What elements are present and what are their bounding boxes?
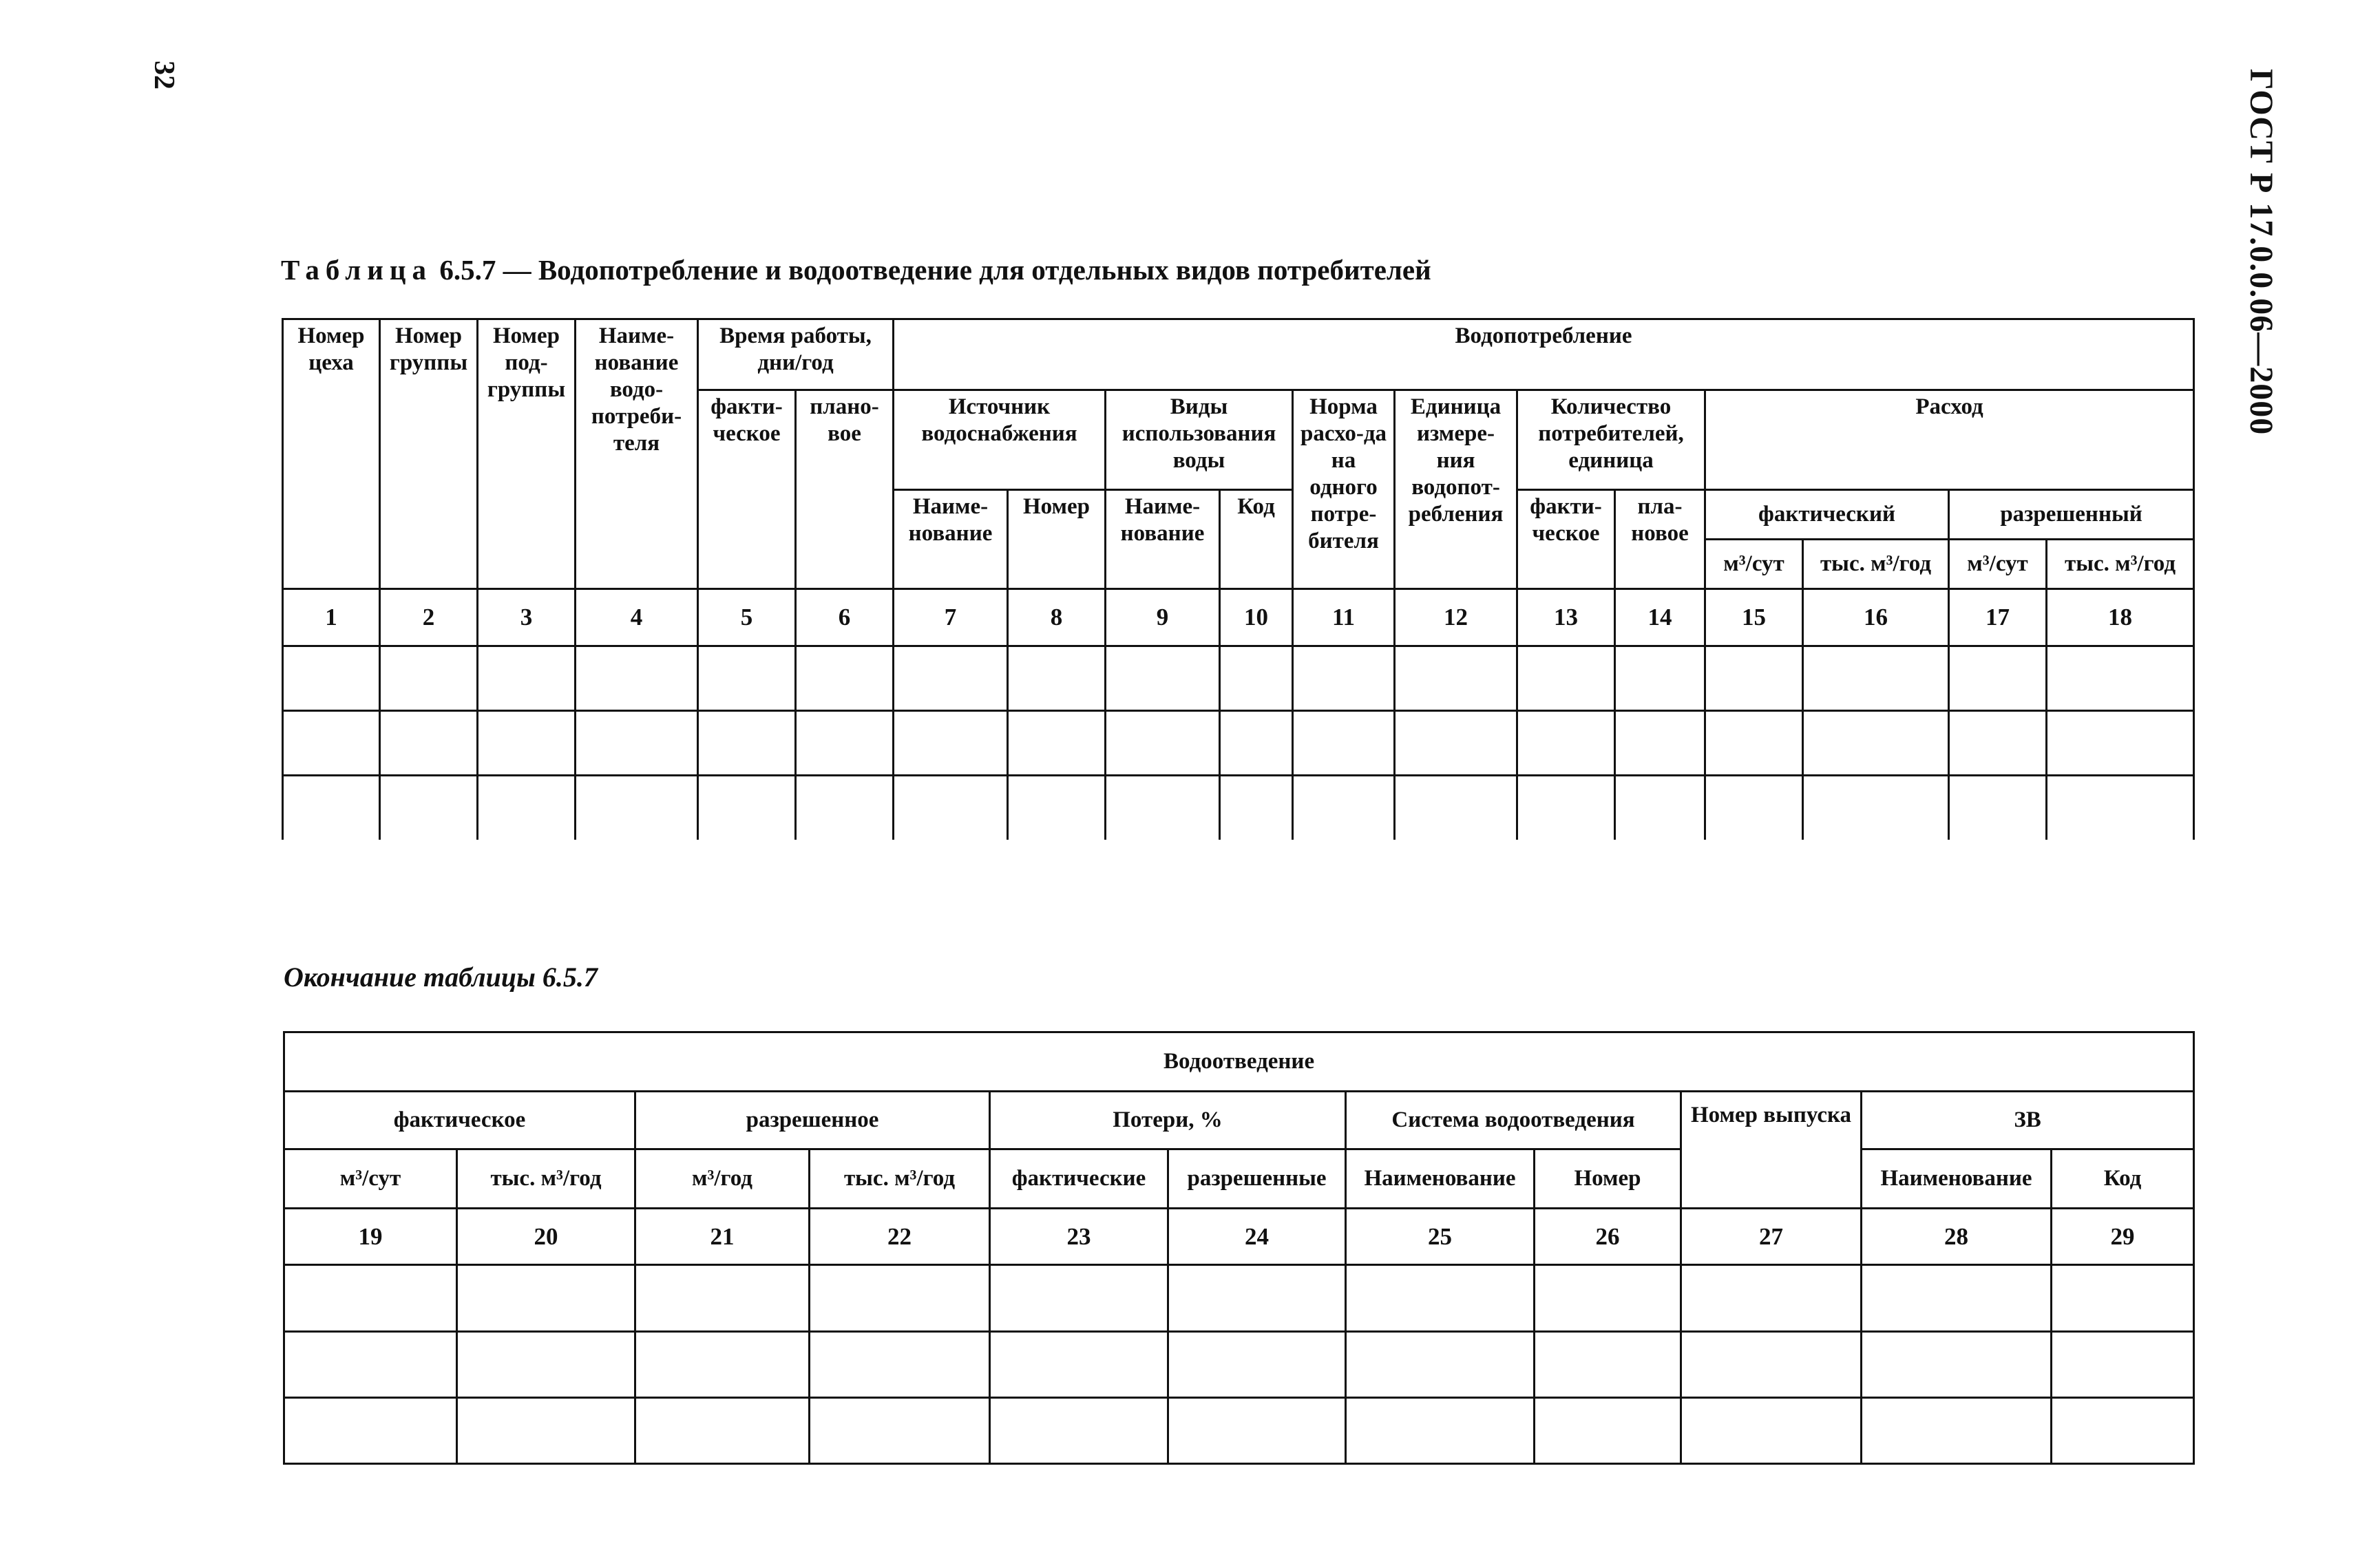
table-cell	[2052, 1265, 2194, 1332]
header-unit: Единица измере-ния водопот-ребления	[1395, 390, 1517, 589]
header-source-name: Наиме-нование	[894, 490, 1008, 589]
table-cell	[1008, 711, 1106, 776]
water-discharge-table	[283, 1031, 2195, 1465]
column-number: 26	[1535, 1209, 1681, 1265]
table-cell	[796, 776, 894, 840]
table-row	[284, 1265, 2194, 1332]
column-number: 14	[1615, 589, 1705, 646]
column-number: 18	[2047, 589, 2194, 646]
table-row	[283, 776, 2194, 840]
table-cell	[284, 1398, 457, 1464]
column-number: 15	[1705, 589, 1803, 646]
table-cell	[810, 1332, 990, 1398]
table-row	[284, 1332, 2194, 1398]
header-m3-day-actual: м³/сут	[1705, 540, 1803, 589]
table-cell	[478, 646, 576, 711]
header-m3-day: м³/сут	[284, 1149, 457, 1209]
table-cell	[796, 711, 894, 776]
table-cell	[457, 1332, 635, 1398]
table-cell	[1395, 646, 1517, 711]
table-cell	[1346, 1398, 1535, 1464]
table-cell	[283, 776, 380, 840]
table-cell	[1293, 776, 1395, 840]
header-norm: Норма расхо-да на одного потре-бителя	[1293, 390, 1395, 589]
column-number-row	[283, 589, 2194, 646]
table-cell	[1681, 1398, 1862, 1464]
table-cell	[1615, 711, 1705, 776]
table-cell	[380, 646, 478, 711]
table-cell	[1293, 646, 1395, 711]
header-source-no: Номер	[1008, 490, 1106, 589]
column-number: 29	[2052, 1209, 2194, 1265]
table-cell	[1517, 646, 1615, 711]
table-cell	[284, 1332, 457, 1398]
table-cell	[1220, 646, 1293, 711]
table-cell	[698, 711, 796, 776]
column-number-row	[284, 1209, 2194, 1265]
table-caption-text: 6.5.7 — Водопотребление и водоотведение для отдельных видов потребителей	[439, 254, 1431, 286]
column-number: 16	[1803, 589, 1949, 646]
column-number: 11	[1293, 589, 1395, 646]
table-cell	[1615, 776, 1705, 840]
table-cell	[1615, 646, 1705, 711]
table-cell	[1008, 646, 1106, 711]
table-cell	[284, 1265, 457, 1332]
table-cell	[1949, 711, 2047, 776]
header-zv-name: Наименование	[1862, 1149, 2052, 1209]
header-discharge-system: Система водоотведения	[1346, 1092, 1681, 1149]
column-number: 21	[635, 1209, 810, 1265]
column-number: 4	[576, 589, 698, 646]
header-m3-day-permitted: м³/сут	[1949, 540, 2047, 589]
table-cell	[1220, 776, 1293, 840]
table-cell	[894, 646, 1008, 711]
table-cell	[1862, 1332, 2052, 1398]
table-cell	[1803, 711, 1949, 776]
end-header-row-1	[284, 1032, 2194, 1092]
table-cell	[810, 1265, 990, 1332]
table-cell	[635, 1332, 810, 1398]
column-number: 27	[1681, 1209, 1862, 1265]
table-cell	[1949, 776, 2047, 840]
table-cell	[1395, 776, 1517, 840]
header-source: Источник водоснабжения	[894, 390, 1106, 490]
column-number: 6	[796, 589, 894, 646]
table-caption	[281, 253, 1431, 286]
table-cell	[1803, 646, 1949, 711]
table-cell	[635, 1265, 810, 1332]
table-cell	[576, 776, 698, 840]
header-group-no: Номер группы	[380, 319, 478, 589]
table-cell	[1517, 776, 1615, 840]
column-number: 3	[478, 589, 576, 646]
column-number: 20	[457, 1209, 635, 1265]
table-cell	[894, 776, 1008, 840]
header-flow: Расход	[1705, 390, 2194, 490]
table-cell	[810, 1398, 990, 1464]
header-losses: Потери, %	[990, 1092, 1346, 1149]
header-discharge-permitted: разрешенное	[635, 1092, 990, 1149]
table-cell	[2047, 776, 2194, 840]
table-cell	[1220, 711, 1293, 776]
table-cell	[1681, 1265, 1862, 1332]
table-cell	[576, 646, 698, 711]
table-cell	[1346, 1265, 1535, 1332]
column-number: 9	[1106, 589, 1220, 646]
column-number: 24	[1168, 1209, 1346, 1265]
header-use-types: Виды использования воды	[1106, 390, 1293, 490]
table-cell	[283, 711, 380, 776]
table-cell	[796, 646, 894, 711]
header-losses-permitted: разрешенные	[1168, 1149, 1346, 1209]
table-cell	[990, 1332, 1168, 1398]
header-system-no: Номер	[1535, 1149, 1681, 1209]
table-cell	[2047, 711, 2194, 776]
header-system-name: Наименование	[1346, 1149, 1535, 1209]
table-cell	[1346, 1332, 1535, 1398]
table-cell	[1106, 646, 1220, 711]
table-cell	[380, 776, 478, 840]
header-th-m3-year-actual: тыс. м³/год	[457, 1149, 635, 1209]
table-row	[284, 1398, 2194, 1464]
header-outlet-no: Номер выпуска	[1681, 1092, 1862, 1209]
table-cell	[1168, 1265, 1346, 1332]
header-consumption: Водопотребление	[894, 319, 2194, 390]
header-qty-planned: пла-новое	[1615, 490, 1705, 589]
header-losses-actual: фактические	[990, 1149, 1168, 1209]
header-th-m3-year-permitted: тыс. м³/год	[2047, 540, 2194, 589]
table-cell	[1862, 1398, 2052, 1464]
table-cell	[2052, 1398, 2194, 1464]
table-cell	[478, 776, 576, 840]
table-cell	[1517, 711, 1615, 776]
table-cell	[2047, 646, 2194, 711]
header-flow-actual: фактический	[1705, 490, 1949, 540]
table-cell	[2052, 1332, 2194, 1398]
table-cell	[698, 646, 796, 711]
column-number: 2	[380, 589, 478, 646]
header-m3-year: м³/год	[635, 1149, 810, 1209]
table-cell	[457, 1265, 635, 1332]
page-number: 32	[148, 61, 180, 89]
table-cell	[576, 711, 698, 776]
table-cell	[457, 1398, 635, 1464]
header-zv: ЗВ	[1862, 1092, 2194, 1149]
header-consumers-qty: Количество потребителей, единица	[1517, 390, 1705, 490]
table-row	[283, 711, 2194, 776]
table-cell	[1949, 646, 2047, 711]
continuation-caption: Окончание таблицы 6.5.7	[284, 962, 598, 993]
column-number: 12	[1395, 589, 1517, 646]
table-cell	[478, 711, 576, 776]
table-cell	[1681, 1332, 1862, 1398]
header-row-1	[283, 319, 2194, 390]
table-cell	[894, 711, 1008, 776]
table-cell	[1008, 776, 1106, 840]
header-work-time: Время работы, дни/год	[698, 319, 894, 390]
table-cell	[1862, 1265, 2052, 1332]
table-cell	[1705, 711, 1803, 776]
table-cell	[1535, 1332, 1681, 1398]
column-number: 10	[1220, 589, 1293, 646]
column-number: 7	[894, 589, 1008, 646]
table-cell	[1106, 711, 1220, 776]
table-cell	[1535, 1398, 1681, 1464]
header-use-code: Код	[1220, 490, 1293, 589]
table-cell	[1395, 711, 1517, 776]
end-header-row-2	[284, 1092, 2194, 1149]
table-cell	[1705, 776, 1803, 840]
header-shop-no: Номер цеха	[283, 319, 380, 589]
table-cell	[990, 1265, 1168, 1332]
column-number: 23	[990, 1209, 1168, 1265]
table-cell	[1535, 1265, 1681, 1332]
table-row	[283, 646, 2194, 711]
table-cell	[283, 646, 380, 711]
table-caption-label: Таблица	[281, 254, 433, 286]
column-number: 1	[283, 589, 380, 646]
table-cell	[1168, 1398, 1346, 1464]
column-number: 13	[1517, 589, 1615, 646]
end-header-row-3	[284, 1149, 2194, 1209]
header-qty-actual: факти-ческое	[1517, 490, 1615, 589]
header-work-actual: факти-ческое	[698, 390, 796, 589]
column-number: 22	[810, 1209, 990, 1265]
table-cell	[1705, 646, 1803, 711]
header-flow-permitted: разрешенный	[1949, 490, 2194, 540]
header-subgroup-no: Номер под-группы	[478, 319, 576, 589]
header-discharge-actual: фактическое	[284, 1092, 635, 1149]
table-cell	[1106, 776, 1220, 840]
water-consumption-table	[282, 318, 2195, 840]
table-cell	[990, 1398, 1168, 1464]
column-number: 28	[1862, 1209, 2052, 1265]
column-number: 19	[284, 1209, 457, 1265]
table-cell	[380, 711, 478, 776]
column-number: 8	[1008, 589, 1106, 646]
header-consumer-name: Наиме-нование водо-потреби-теля	[576, 319, 698, 589]
header-work-planned: плано-вое	[796, 390, 894, 589]
header-zv-code: Код	[2052, 1149, 2194, 1209]
table-cell	[1168, 1332, 1346, 1398]
column-number: 5	[698, 589, 796, 646]
header-th-m3-year-permitted: тыс. м³/год	[810, 1149, 990, 1209]
table-cell	[635, 1398, 810, 1464]
table-cell	[698, 776, 796, 840]
column-number: 17	[1949, 589, 2047, 646]
header-th-m3-year-actual: тыс. м³/год	[1803, 540, 1949, 589]
table-cell	[1293, 711, 1395, 776]
header-use-name: Наиме-нование	[1106, 490, 1220, 589]
standard-code: ГОСТ Р 17.0.0.06—2000	[2243, 69, 2279, 436]
table-cell	[1803, 776, 1949, 840]
header-discharge: Водоотведение	[284, 1032, 2194, 1092]
column-number: 25	[1346, 1209, 1535, 1265]
